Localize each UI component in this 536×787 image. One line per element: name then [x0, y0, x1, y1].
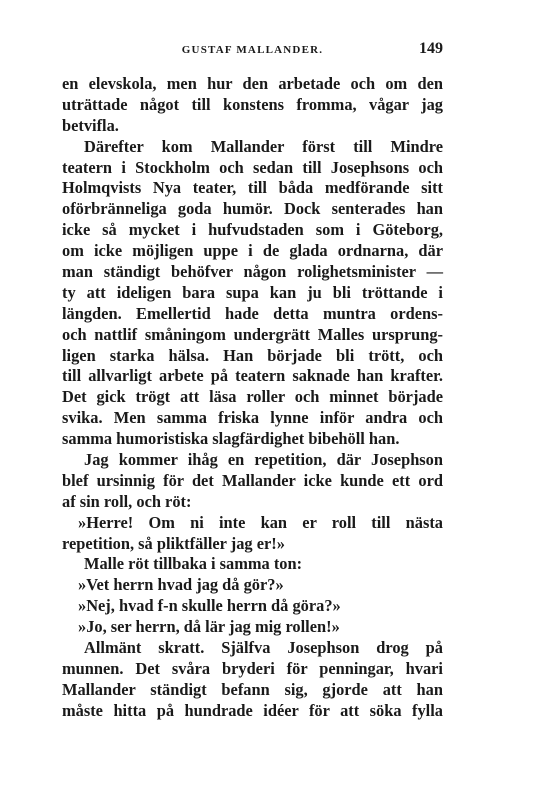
running-head: GUSTAF MALLANDER. — [181, 44, 324, 56]
text-line: en elevskola, men hur den arbetade och om den — [62, 74, 443, 93]
text-line: Malle röt tillbaka i samma ton: — [84, 554, 303, 574]
body-text — [62, 74, 443, 722]
text-line: »Nej, hvad f-n skulle herrn då göra?» — [78, 596, 341, 616]
text-line: repetition, så pliktfäller jag er!» — [62, 533, 285, 553]
text-line: Mallander ständigt befann sig, gjorde att han — [62, 679, 443, 699]
text-line: »Vet herrn hvad jag då gör?» — [78, 575, 284, 595]
text-line: och nattlif småningom undergrätt Malles ursprung- — [62, 324, 443, 344]
page-number: 149 — [419, 40, 443, 57]
text-line: uträttade något till konstens fromma, vågar jag — [62, 94, 443, 114]
text-line: samma humoristiska slagfärdighet bibehöll han. — [62, 429, 400, 449]
book-page — [62, 40, 443, 722]
text-line: munnen. Det svåra bryderi för penningar, hvari — [62, 658, 443, 678]
text-line: Holmqvists Nya teater, till båda medförande sitt — [62, 178, 443, 198]
text-line: svika. Men samma friska lynne inför andra och — [62, 408, 443, 428]
text-line: om icke möjligen uppe i de glada ordnarna, där — [62, 241, 443, 261]
text-line: Därefter kom Mallander först till Mindre — [84, 136, 443, 156]
text-line: blef ursinnig för det Mallander icke kunde ett ord — [62, 470, 443, 490]
text-line: icke så mycket i hufvudstaden som i Göteborg, — [62, 220, 443, 240]
text-line: längden. Emellertid hade detta muntra ordens- — [62, 303, 443, 323]
text-line: man ständigt behöfver någon rolighetsminister — — [62, 262, 443, 282]
text-line: måste hitta på hundrade idéer för att söka fylla — [62, 700, 443, 720]
text-line: till allvarligt arbete på teatern saknade han krafter. — [62, 366, 443, 386]
text-line: Allmänt skratt. Själfva Josephson drog på — [84, 638, 443, 658]
text-line: betvifla. — [62, 115, 119, 135]
text-line: Jag kommer ihåg en repetition, där Josephson — [84, 450, 443, 470]
text-line: ligen starka hälsa. Han började bli trött, och — [62, 345, 443, 365]
text-line: Det gick trögt att läsa roller och minnet började — [62, 387, 443, 407]
text-line: af sin roll, och röt: — [62, 491, 192, 511]
text-line: teatern i Stockholm och sedan till Josephsons och — [62, 157, 443, 177]
text-line: »Jo, ser herrn, då lär jag mig rollen!» — [78, 617, 340, 637]
text-line: ty att ideligen bara supa kan ju bli tröttande i — [62, 282, 443, 302]
text-line: oförbränneliga goda humör. Dock senterades han — [62, 199, 443, 219]
text-line: »Herre! Om ni inte kan er roll till nästa — [78, 512, 443, 532]
page-header — [62, 40, 443, 62]
